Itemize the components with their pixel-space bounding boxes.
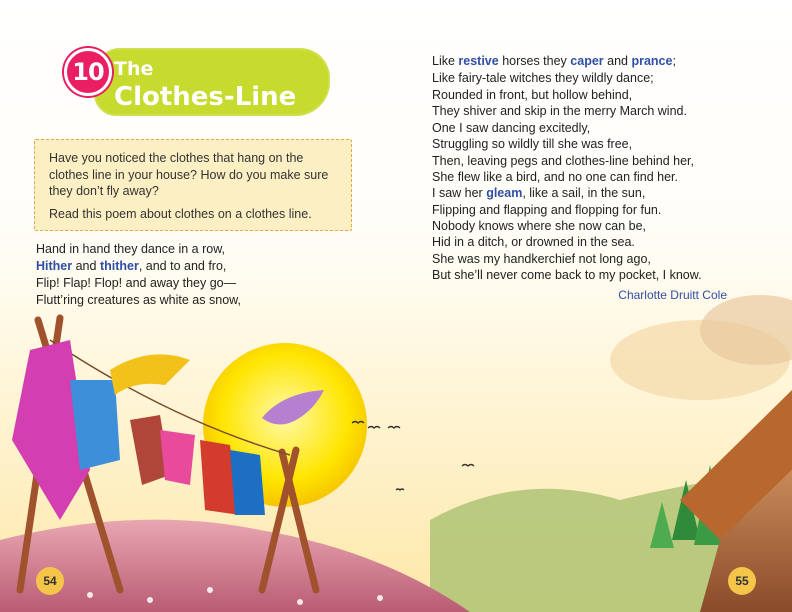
page-number-left: 54 [36, 567, 64, 595]
poem-line: Flutt’ring creatures as white as snow, [36, 293, 241, 307]
birds [352, 422, 474, 491]
poem-line: Flipping and flapping and flopping for fun. [432, 203, 662, 217]
poem-line: She was my handkerchief not long ago, [432, 252, 651, 266]
poem-line: Struggling so wildly till she was free, [432, 137, 633, 151]
vocab-word: gleam [486, 186, 523, 200]
poem-line: I saw her gleam, like a sail, in the sun, [432, 186, 646, 200]
intro-instruction: Read this poem about clothes on a clothes line. [49, 206, 312, 221]
poem-line: Hand in hand they dance in a row, [36, 242, 226, 256]
poem-line: They shiver and skip in the merry March wind. [432, 104, 687, 118]
ground [0, 520, 470, 612]
poem-line: Flip! Flap! Flop! and away they go— [36, 276, 237, 290]
poem-line: She flew like a bird, and no one can find her. [432, 170, 678, 184]
poem-line: Then, leaving pegs and clothes-line behind her, [432, 154, 694, 168]
poem-line: Nobody knows where she now can be, [432, 219, 647, 233]
poem-line: Hither and thither, and to and fro, [36, 259, 227, 273]
poem-line: Like fairy-tale witches they wildly dance; [432, 71, 654, 85]
vocab-word: restive [458, 54, 499, 68]
title-prefix: The [114, 58, 154, 80]
poem-line: Like restive horses they caper and prance; [432, 54, 676, 68]
page-number-right: 55 [728, 567, 756, 595]
poem-line: Rounded in front, but hollow behind, [432, 88, 633, 102]
vocab-word: prance [631, 54, 673, 68]
intro-box [34, 139, 352, 231]
vocab-word: thither [99, 259, 139, 273]
intro-question: Have you noticed the clothes that hang on the clothes line in your house? How do you make sure they don’t fly away? [49, 151, 329, 198]
lesson-number-badge: 10 [64, 48, 112, 96]
vocab-word: caper [570, 54, 604, 68]
vocab-word: Hither [36, 259, 73, 273]
title-main: Clothes-Line [114, 82, 297, 112]
poem-line: But she’ll never come back to my pocket, I know. [432, 268, 702, 282]
poem-line: Hid in a ditch, or drowned in the sea. [432, 235, 635, 249]
lesson-title [64, 44, 334, 122]
poem-author: Charlotte Druitt Cole [618, 288, 727, 302]
poem-line: One I saw dancing excitedly, [432, 121, 591, 135]
